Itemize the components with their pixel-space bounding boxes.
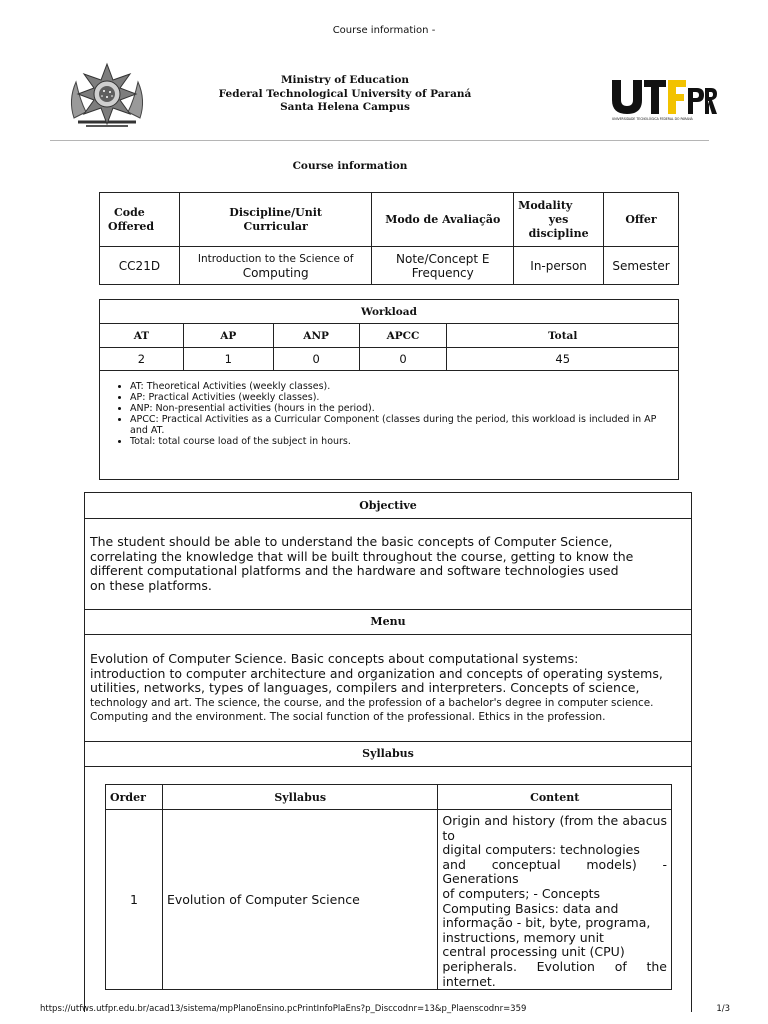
course-evaluation-line1: Note/Concept E <box>396 251 490 266</box>
header-code-line1: Code <box>114 205 145 219</box>
workload-values-row <box>100 348 679 371</box>
workload-note: • ANP: Non-presential activities (hours in the period). <box>130 403 670 414</box>
syllabus-header-syllabus: Syllabus <box>162 785 437 810</box>
header-code-line2: Offered <box>108 219 155 233</box>
objective-heading: Objective <box>359 499 417 512</box>
workload-note: • AP: Practical Activities (weekly classes). <box>130 392 670 403</box>
course-code: CC21D <box>100 247 180 285</box>
footer-page-number: 1/3 <box>716 1004 730 1014</box>
content-line: instructions, memory unit <box>442 929 604 945</box>
header-evaluation: Modo de Avaliação <box>372 193 514 247</box>
menu-text <box>90 652 685 725</box>
divider <box>85 634 691 635</box>
objective-line: The student should be able to understand the basic concepts of Computer Science, <box>90 534 613 549</box>
header-modality-line1: Modality <box>518 198 573 212</box>
content-line: digital computers: technologies <box>442 842 640 858</box>
course-discipline <box>179 247 372 285</box>
workload-note: • APCC: Practical Activities as a Curricular Component (classes during the period, this workload is included in AP and AT. <box>130 414 670 436</box>
content-line: Computing Basics: data and <box>442 900 619 916</box>
syllabus-header-row <box>106 785 672 810</box>
menu-line: Computing and the environment. The social function of the professional. Ethics in the profession. <box>90 711 606 724</box>
table-row <box>106 810 672 990</box>
content-line: informação - bit, byte, programa, <box>442 915 651 931</box>
header-modality-line3: discipline <box>528 226 589 240</box>
menu-line: Evolution of Computer Science. Basic concepts about computational systems: <box>90 651 579 666</box>
content-line: central processing unit (CPU) <box>442 944 625 960</box>
syllabus-order: 1 <box>106 810 163 990</box>
workload-header-apcc: APCC <box>359 324 447 348</box>
university-name: Federal Technological University of Paraná <box>218 87 472 100</box>
content-line: Origin and history (from the abacus to <box>442 813 667 843</box>
course-table-header-row <box>100 193 679 247</box>
section-title: Course information <box>292 160 408 172</box>
syllabus-content <box>438 810 672 990</box>
workload-header-row <box>100 324 679 348</box>
workload-value-at: 2 <box>100 348 184 371</box>
syllabus-header-content: Content <box>438 785 672 810</box>
workload-title-row <box>100 300 679 324</box>
campus-name: Santa Helena Campus <box>280 101 410 113</box>
workload-value-total: 45 <box>447 348 679 371</box>
divider <box>85 766 691 767</box>
workload-value-anp: 0 <box>273 348 359 371</box>
content-line: peripherals. Evolution of the internet. <box>442 958 667 989</box>
header-code-offered <box>100 193 180 247</box>
menu-heading: Menu <box>370 615 406 628</box>
workload-notes-list <box>110 381 670 447</box>
divider <box>85 518 691 519</box>
utfpr-logo-subtitle: UNIVERSIDADE TECNOLÓGICA FEDERAL DO PARANÁ <box>612 117 693 121</box>
header-discipline <box>179 193 372 247</box>
header-offer: Offer <box>604 193 679 247</box>
workload-note: • AT: Theoretical Activities (weekly classes). <box>130 381 670 392</box>
workload-header-ap: AP <box>183 324 273 348</box>
course-evaluation <box>372 247 514 285</box>
objective-line: different computational platforms and the hardware and software technologies used <box>90 563 619 579</box>
workload-value-apcc: 0 <box>359 348 447 371</box>
workload-title: Workload <box>100 300 679 324</box>
header-divider <box>50 140 709 141</box>
workload-header-at: AT <box>100 324 184 348</box>
workload-notes-cell <box>100 371 679 480</box>
menu-line: introduction to computer architecture and organization and concepts of operating systems, <box>90 665 663 681</box>
content-line: of computers; - Concepts <box>442 885 601 901</box>
objective-line: on these platforms. <box>90 577 212 593</box>
workload-header-total: Total <box>447 324 679 348</box>
divider <box>85 609 691 610</box>
course-discipline-line1: Introduction to the Science of <box>197 252 354 265</box>
syllabus-header-order: Order <box>106 785 163 810</box>
divider <box>85 741 691 742</box>
workload-header-anp: ANP <box>273 324 359 348</box>
menu-line: technology and art. The science, the course, and the profession of a bachelor's degree in computer science. <box>90 696 654 709</box>
objective-text <box>90 535 685 593</box>
page-title: Course information - <box>332 25 436 36</box>
course-modality: In-person <box>514 247 604 285</box>
syllabus-table <box>105 784 672 990</box>
ministry-name: Ministry of Education <box>280 74 410 86</box>
institution-header <box>180 74 510 115</box>
brazil-coat-of-arms-icon <box>66 60 148 136</box>
course-info-table <box>99 192 679 285</box>
workload-note: • Total: total course load of the subject in hours. <box>130 436 670 447</box>
workload-table <box>99 299 679 480</box>
course-offer: Semester <box>604 247 679 285</box>
header-modality-line2: yes <box>548 212 569 226</box>
course-discipline-line2: Computing <box>242 265 309 280</box>
header-discipline-line2: Curricular <box>243 219 308 233</box>
content-line: and conceptual models) -Generations <box>442 856 667 887</box>
syllabus-heading: Syllabus <box>362 747 414 760</box>
syllabus-topic: Evolution of Computer Science <box>162 810 437 990</box>
course-evaluation-line2: Frequency <box>411 265 474 280</box>
footer-url-link[interactable]: https://utfws.utfpr.edu.br/acad13/sistema/mpPlanoEnsino.pcPrintInfoPlaEns?p_Disccodnr=13&p_Plaenscodnr=359 <box>40 1004 527 1014</box>
objective-line: correlating the knowledge that will be built throughout the course, getting to know the <box>90 548 634 564</box>
workload-value-ap: 1 <box>183 348 273 371</box>
utfpr-logo <box>608 76 718 122</box>
course-table-row <box>100 247 679 285</box>
menu-line: utilities, networks, types of languages, compilers and interpreters. Concepts of science, <box>90 680 640 696</box>
workload-notes-row <box>100 371 679 480</box>
header-discipline-line1: Discipline/Unit <box>229 205 322 219</box>
header-modality <box>514 193 604 247</box>
